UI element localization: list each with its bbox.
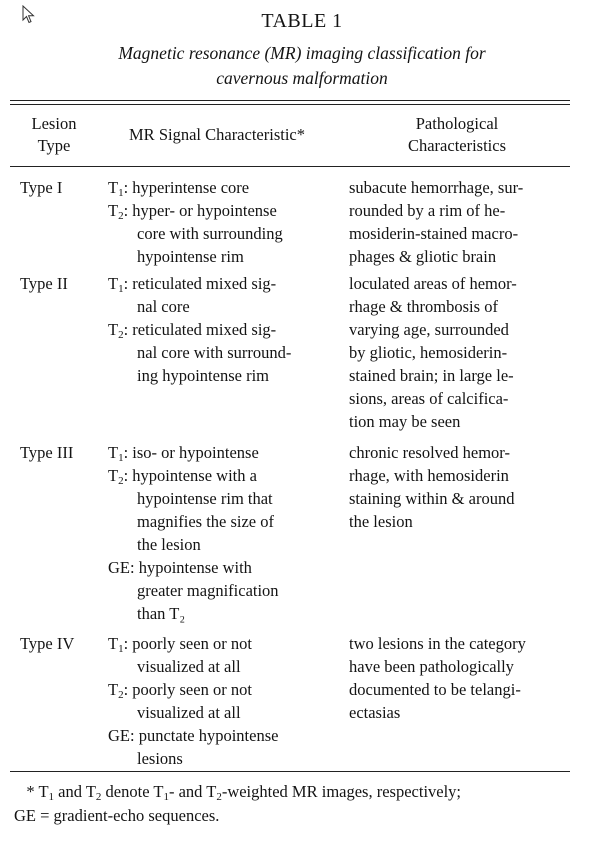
- mr-signal-cell: [108, 272, 291, 387]
- top-rule: [10, 100, 570, 101]
- table-number: TABLE 1: [261, 10, 343, 32]
- mr-signal-line: visualized at all: [137, 657, 241, 676]
- pathology-line: subacute hemorrhage, sur-: [349, 178, 524, 197]
- pathology-cell: [349, 632, 526, 724]
- mr-signal-line: GE: hypointense with: [108, 558, 252, 577]
- header-line: Pathological: [415, 114, 499, 133]
- mr-signal-line: $T_2$: hyper- or hypointense: [108, 201, 277, 222]
- mr-signal-line: $T_1$: hyperintense core: [108, 178, 250, 199]
- mr-signal-entry: [108, 441, 279, 464]
- mr-signal-cell: [108, 632, 278, 770]
- mr-signal-entry: [108, 556, 279, 625]
- sequence-label: $T_2$: [108, 466, 124, 487]
- mr-signal-line: hypointense rim that: [137, 489, 273, 508]
- pathology-line: varying age, surrounded: [349, 320, 509, 339]
- lesion-type-cell: Type IV: [20, 634, 75, 653]
- mr-signal-entry: [108, 199, 283, 268]
- pathology-cell: [349, 441, 514, 533]
- header-rule: [10, 166, 570, 167]
- mr-signal-line: nal core: [137, 297, 190, 316]
- mr-signal-entry: [108, 678, 278, 724]
- header-line: MR Signal Characteristic*: [129, 125, 305, 144]
- pathology-line: the lesion: [349, 512, 413, 531]
- pathology-line: have been pathologically: [349, 657, 514, 676]
- pathology-line: tion may be seen: [349, 412, 461, 431]
- header-line: Type: [37, 136, 71, 155]
- pathology-line: mosiderin-stained macro-: [349, 224, 519, 243]
- mr-signal-entry: [108, 464, 279, 556]
- sequence-label: $T_2$: [108, 680, 124, 701]
- mr-signal-line: $T_2$: poorly seen or not: [108, 680, 252, 701]
- mr-signal-entry: [108, 272, 291, 318]
- footnote-line-2: GE = gradient-echo sequences.: [14, 806, 220, 825]
- mr-signal-line: lesions: [137, 749, 183, 768]
- mr-signal-line: $T_2$: hypointense with a: [108, 466, 257, 487]
- mr-signal-line: magnifies the size of: [137, 512, 274, 531]
- caption-line: Magnetic resonance (MR) imaging classification for: [118, 43, 486, 63]
- sequence-label: $T_1$: [108, 443, 124, 464]
- pathology-line: phages & gliotic brain: [349, 247, 497, 266]
- mr-signal-entry: [108, 724, 278, 770]
- pathology-line: documented to be telangi-: [349, 680, 521, 699]
- mr-signal-line: $T_1$: iso- or hypointense: [108, 443, 259, 464]
- sequence-label: GE: [108, 558, 130, 577]
- mr-signal-line: core with surrounding: [137, 224, 283, 243]
- mr-signal-line: greater magnification: [137, 581, 279, 600]
- pathology-line: rhage, with hemosiderin: [349, 466, 509, 485]
- table-caption: [0, 41, 604, 91]
- table-footnote: [14, 780, 584, 828]
- sequence-label: $T_2$: [108, 320, 124, 341]
- mr-signal-line: nal core with surround-: [137, 343, 292, 362]
- pathology-line: stained brain; in large le-: [349, 366, 514, 385]
- pathology-line: rhage & thrombosis of: [349, 297, 498, 316]
- sequence-label: $T_1$: [108, 178, 124, 199]
- pathology-line: rounded by a rim of he-: [349, 201, 506, 220]
- sequence-label: GE: [108, 726, 130, 745]
- lesion-type-cell: Type II: [20, 274, 68, 293]
- mr-signal-entry: [108, 632, 278, 678]
- footnote-line-1: * $T_1$ and $T_2$ denote $T_1-$ and $T_2$-weighted MR images, respectively;: [26, 782, 462, 803]
- mr-signal-entry: [108, 176, 283, 199]
- sequence-label: $T_1$: [108, 274, 124, 295]
- mr-signal-cell: [108, 441, 279, 625]
- sequence-label: $T_1$: [108, 634, 124, 655]
- mr-signal-line: hypointense rim: [137, 247, 244, 266]
- header-mr-signal: [102, 124, 332, 146]
- mr-signal-line: $T_1$: reticulated mixed sig-: [108, 274, 277, 295]
- mr-signal-entry: [108, 318, 291, 387]
- mr-signal-line: than T₂: [137, 604, 186, 623]
- pathology-line: by gliotic, hemosiderin-: [349, 343, 508, 362]
- pathology-line: two lesions in the category: [349, 634, 526, 653]
- pathology-line: sions, areas of calcifica-: [349, 389, 509, 408]
- mr-signal-line: ing hypointense rim: [137, 366, 269, 385]
- header-pathology: [352, 113, 562, 157]
- sequence-label: $T_2$: [108, 201, 124, 222]
- lesion-type-cell: Type III: [20, 443, 74, 462]
- pathology-line: loculated areas of hemor-: [349, 274, 517, 293]
- pathology-cell: [349, 176, 523, 268]
- top-rule-second: [10, 104, 570, 105]
- lesion-type-cell: Type I: [20, 178, 63, 197]
- header-line: Characteristics: [407, 136, 507, 155]
- pathology-cell: [349, 272, 517, 433]
- header-line: Lesion: [31, 114, 77, 133]
- header-lesion-type: [14, 113, 94, 157]
- caption-line: cavernous malformation: [216, 68, 388, 88]
- mr-signal-line: the lesion: [137, 535, 201, 554]
- pathology-line: chronic resolved hemor-: [349, 443, 510, 462]
- pathology-line: staining within & around: [349, 489, 515, 508]
- mr-signal-line: visualized at all: [137, 703, 241, 722]
- mr-signal-line: $T_1$: poorly seen or not: [108, 634, 252, 655]
- mr-signal-cell: [108, 176, 283, 268]
- pathology-line: ectasias: [349, 703, 401, 722]
- mr-signal-line: $T_2$: reticulated mixed sig-: [108, 320, 277, 341]
- bottom-rule: [10, 771, 570, 772]
- mr-signal-line: GE: punctate hypointense: [108, 726, 279, 745]
